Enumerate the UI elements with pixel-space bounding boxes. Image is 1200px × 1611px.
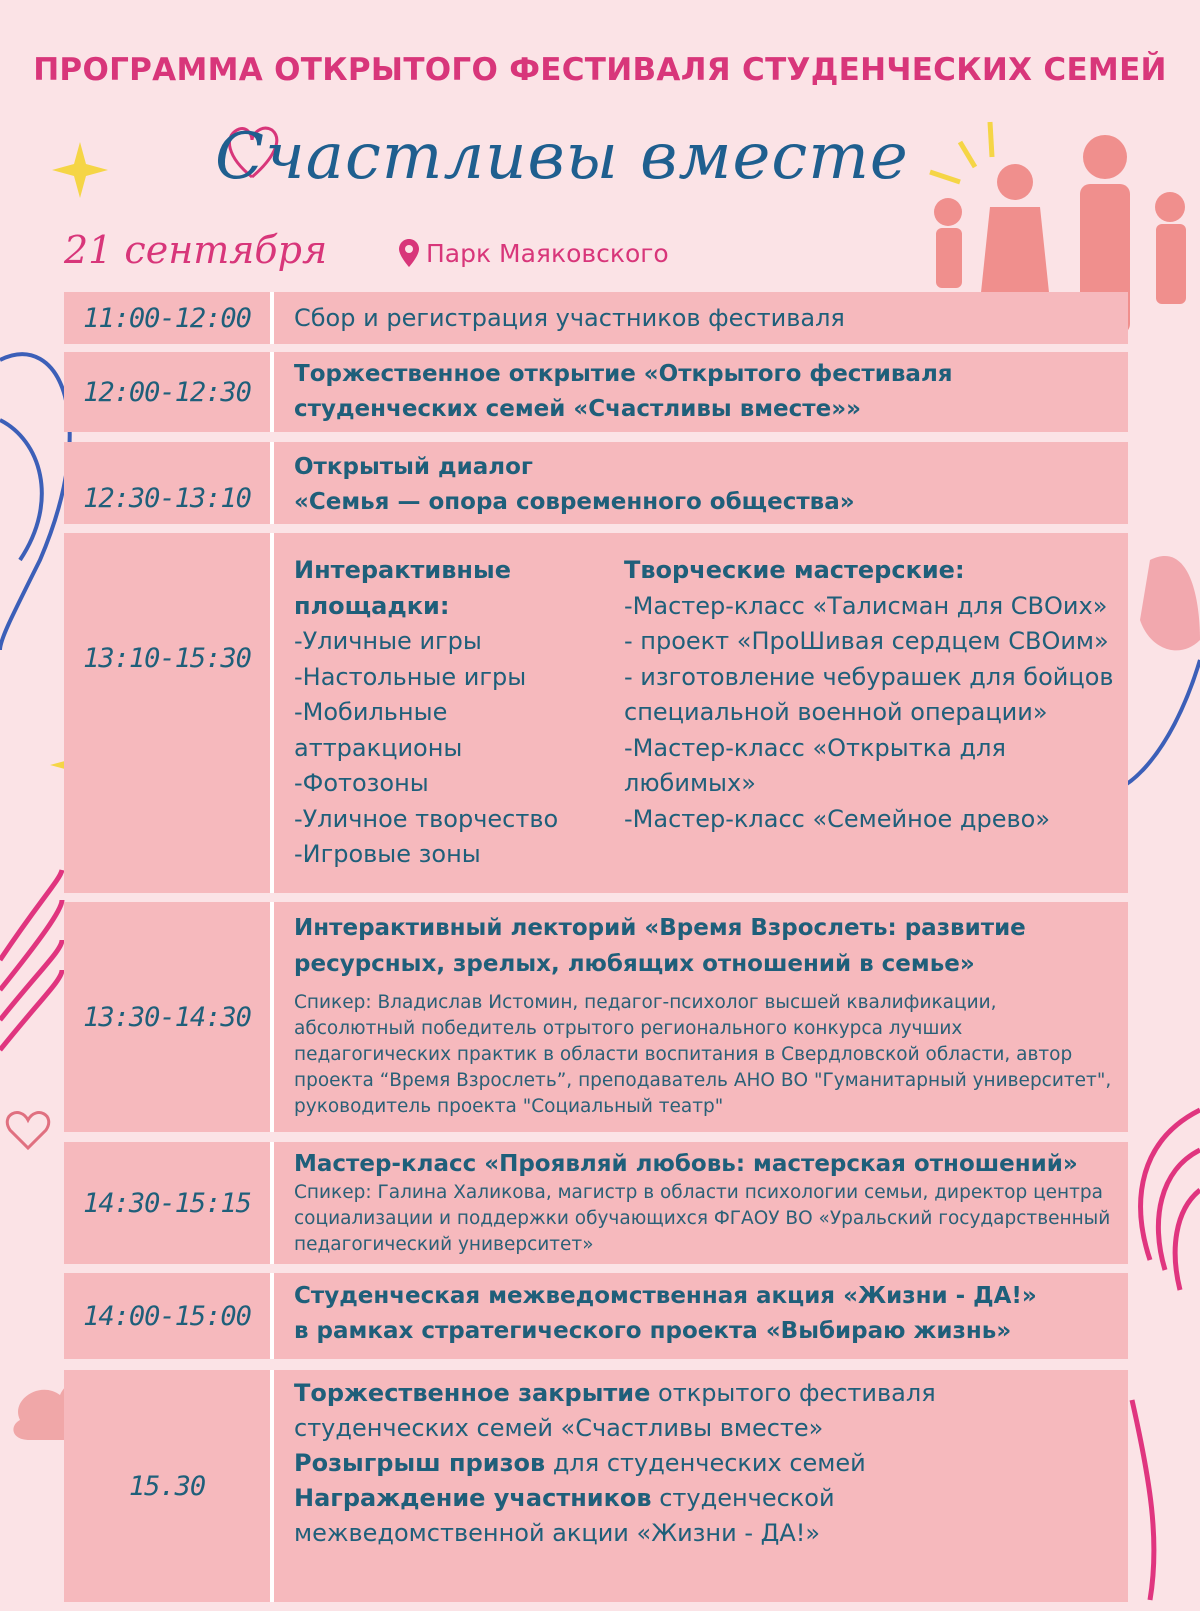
schedule-row xyxy=(64,533,1128,893)
row-content xyxy=(284,1142,1128,1264)
row-content xyxy=(284,1273,1128,1359)
column-title: Интерактивные площадки: xyxy=(294,556,511,620)
row-time: 12:30-13:10 xyxy=(64,442,274,524)
row-line: студенческих семей «Счастливы вместе» xyxy=(294,1414,824,1442)
closing-rest: открытого фестиваля xyxy=(650,1379,936,1407)
festival-name: Счастливы вместе xyxy=(215,120,909,194)
list-item: -Мастер-класс «Открытка для любимых» xyxy=(624,733,1006,797)
location-label: Парк Маяковского xyxy=(426,238,669,268)
schedule-row xyxy=(64,292,1128,344)
row-time: 12:00-12:30 xyxy=(64,352,274,432)
list-item: -Уличные игры xyxy=(294,627,482,655)
row-content xyxy=(284,442,1128,524)
list-item: -Уличное творчество xyxy=(294,804,559,833)
row-time: 14:00-15:00 xyxy=(64,1273,274,1359)
schedule-row xyxy=(64,1370,1128,1602)
row-line xyxy=(294,1446,1118,1481)
row-line xyxy=(294,1481,1118,1516)
row-time: 13:10-15:30 xyxy=(64,533,274,893)
speaker-info: Спикер: Владислав Истомин, педагог-психолог высшей квалификации, абсолютный победитель отрытого регионального конкурса лучших педагогических практик в области воспитания в Свердловской области, автор проекта “Время Взрослеть”, преподаватель АНО ВО "Гуманитарный университет", руководитель проекта "Социальный театр" xyxy=(294,992,1112,1117)
workshops-column xyxy=(624,553,1114,873)
event-date: 21 сентября xyxy=(64,228,328,272)
prize-label: Розыгрыш призов xyxy=(294,1449,546,1477)
event-location xyxy=(398,238,669,268)
page-title: ПРОГРАММА ОТКРЫТОГО ФЕСТИВАЛЯ СТУДЕНЧЕСКИХ СЕМЕЙ xyxy=(33,52,1167,88)
interactive-areas-column xyxy=(294,553,594,873)
award-label: Награждение участников xyxy=(294,1484,652,1512)
row-line: Открытый диалог xyxy=(294,454,533,480)
list-item: -Игровые зоны xyxy=(294,840,481,868)
prize-rest: для студенческих семей xyxy=(545,1449,866,1477)
closing-label: Торжественное закрытие xyxy=(294,1379,651,1407)
map-pin-icon xyxy=(398,238,420,268)
row-title: Мастер-класс «Проявляй любовь: мастерская отношений» xyxy=(294,1151,1078,1177)
column-title: Творческие мастерские: xyxy=(624,556,965,584)
star-icon xyxy=(50,140,110,200)
schedule-row xyxy=(64,1273,1128,1359)
list-item: -Фотозоны xyxy=(294,769,429,797)
row-line: межведомственной акции «Жизни - ДА!» xyxy=(294,1519,821,1547)
row-time: 11:00-12:00 xyxy=(64,292,274,344)
speaker-info: Спикер: Галина Халикова, магистр в области психологии семьи, директор центра социализации и поддержки обучающихся ФГАОУ ВО «Уральский государственный педагогический университет» xyxy=(294,1182,1111,1255)
row-time: 14:30-15:15 xyxy=(64,1142,274,1264)
schedule-row xyxy=(64,352,1128,432)
row-line: Торжественное открытие «Открытого фестиваля xyxy=(294,361,953,387)
row-text: Сбор и регистрация участников фестиваля xyxy=(294,304,845,332)
schedule-row xyxy=(64,1142,1128,1264)
award-rest: студенческой xyxy=(651,1484,835,1512)
list-item: -Мастер-класс «Семейное древо» xyxy=(624,804,1051,833)
list-item: -Настольные игры xyxy=(294,662,527,691)
row-content xyxy=(284,902,1128,1132)
schedule-row xyxy=(64,902,1128,1132)
list-item: -Мастер-класс «Талисман для СВОих» - проект «ПроШивая сердцем СВОим» - изготовление чебурашек для бойцов специальной военной операции» xyxy=(624,591,1114,726)
row-line xyxy=(294,1376,1118,1411)
row-time: 13:30-14:30 xyxy=(64,902,274,1132)
row-content xyxy=(284,352,1128,432)
row-line: в рамках стратегического проекта «Выбираю жизнь» xyxy=(294,1318,1012,1344)
row-line: «Семья — опора современного общества» xyxy=(294,489,855,515)
row-title: Интерактивный лекторий «Время Взрослеть: развитие ресурсных, зрелых, любящих отношений в семье» xyxy=(294,915,1026,977)
row-content xyxy=(284,292,1128,344)
list-item: -Мобильные аттракционы xyxy=(294,698,463,762)
row-line: студенческих семей «Счастливы вместе»» xyxy=(294,396,861,422)
schedule-row xyxy=(64,442,1128,524)
row-time: 15.30 xyxy=(64,1370,274,1602)
row-content xyxy=(284,533,1128,893)
row-content xyxy=(284,1370,1128,1602)
row-line: Студенческая межведомственная акция «Жизни - ДА!» xyxy=(294,1283,1037,1309)
